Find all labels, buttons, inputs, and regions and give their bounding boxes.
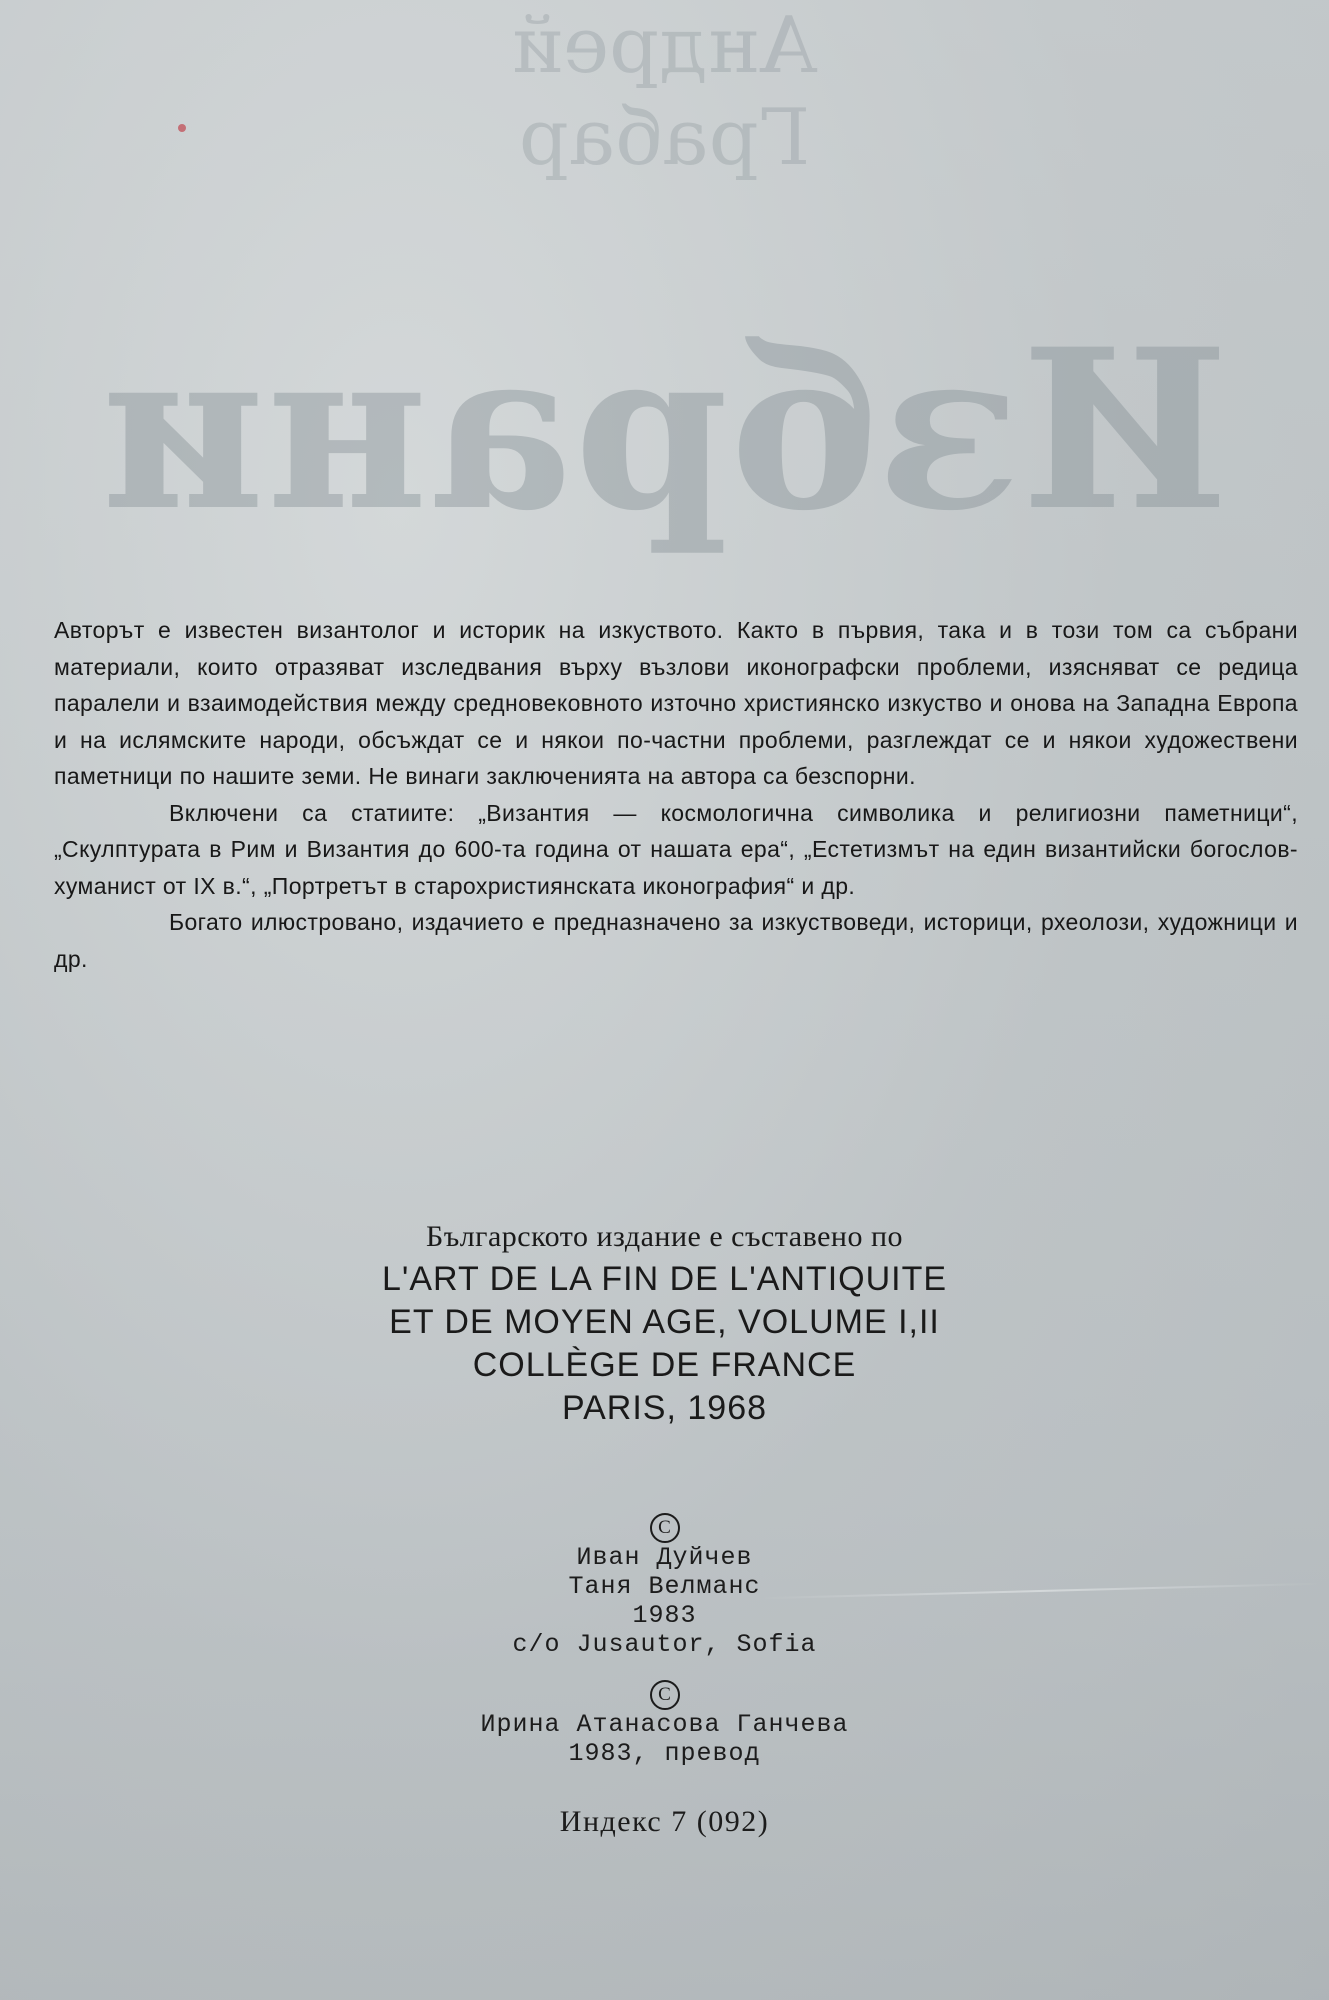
bleed-through-title: Избрани: [99, 300, 1230, 559]
copyright-block-authors: [0, 1513, 1329, 1659]
abstract-paragraph: Авторът е известен византолог и историк на изкуството. Както в първия, така и в този том са събрани материали, които отразяват изследвания върху възлови иконографски проблеми, изясняват се редица паралели и взаимодействия между средновековното източно християнско изкуство и онова на Западна Европа и на ислямските народи, обсъждат се и някои по-частни проблеми, разглеждат се и някои художествени паметници по нашите земи. Не винаги заключенията на автора са безспорни.: [54, 617, 1298, 789]
copyright-line: Ирина Атанасова Ганчева: [480, 1710, 849, 1739]
bleed-through-author: [0, 0, 1329, 184]
book-abstract: [54, 612, 1298, 977]
edition-line: PARIS, 1968: [561, 1389, 768, 1427]
abstract-paragraph: Богато илюстровано, издачието е предназначено за изкуствоведи, историци, рхеолози, художници и др.: [54, 909, 1298, 972]
edition-line: L'ART DE LA FIN DE L'ANTIQUITE: [381, 1260, 948, 1298]
copyright-block-translator: [0, 1680, 1329, 1768]
edition-line: ET DE MOYEN AGE, VOLUME I,II: [389, 1303, 940, 1341]
edition-lead: Българското издание е съставено по: [425, 1220, 904, 1253]
copyright-icon: C: [650, 1513, 680, 1543]
copyright-icon: C: [650, 1680, 680, 1710]
ink-spot: [178, 124, 186, 132]
copyright-line: Иван Дуйчев: [576, 1543, 753, 1572]
edition-line: COLLÈGE DE FRANCE: [472, 1346, 857, 1384]
bleed-through-author-first: Андрей: [510, 1, 819, 91]
copyright-line: c/o Jusautor, Sofia: [512, 1630, 817, 1659]
copyright-line: Таня Велманс: [568, 1572, 761, 1601]
original-edition-note: [0, 1216, 1329, 1430]
bleed-through-author-last: Грабар: [518, 93, 811, 183]
copyright-line: 1983: [632, 1601, 697, 1630]
copyright-line: 1983, превод: [568, 1739, 761, 1768]
library-index: Индекс 7 (092): [559, 1805, 770, 1838]
abstract-paragraph: Включени са статиите: „Византия — космологична символика и религиозни паметници“, „Скулптурата в Рим и Византия до 600-та година от нашата ера“, „Естетизмът на един византийски богослов-хуманист от IX в.“, „Портретът в старохристиянската иконография“ и др.: [54, 799, 1298, 899]
